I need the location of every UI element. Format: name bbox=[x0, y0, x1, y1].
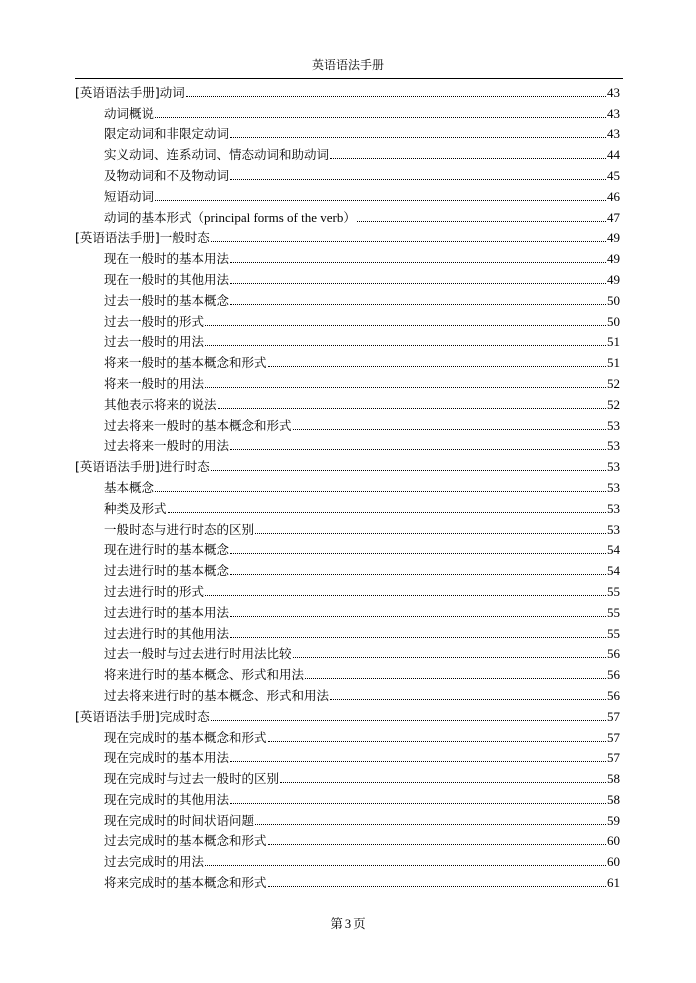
toc-dot-leader bbox=[230, 553, 606, 554]
toc-section-entry[interactable] bbox=[75, 662, 620, 683]
toc-dot-leader bbox=[293, 657, 606, 658]
toc-dot-leader bbox=[230, 616, 606, 617]
toc-entry-page-number: 54 bbox=[607, 563, 620, 579]
toc-section-entry[interactable] bbox=[75, 267, 620, 288]
toc-entry-page-number: 50 bbox=[607, 292, 620, 308]
toc-entry-page-number: 53 bbox=[607, 417, 620, 433]
toc-entry-title: [英语语法手册]一般时态 bbox=[75, 230, 210, 246]
toc-section-entry[interactable] bbox=[75, 538, 620, 559]
toc-dot-leader bbox=[168, 512, 606, 513]
toc-entry-title: 基本概念 bbox=[104, 479, 155, 495]
toc-entry-title: 其他表示将来的说法 bbox=[104, 396, 217, 412]
toc-dot-leader bbox=[357, 221, 606, 222]
footer-page-number: 3 bbox=[344, 917, 352, 931]
toc-dot-leader bbox=[280, 782, 606, 783]
toc-entry-page-number: 49 bbox=[607, 251, 620, 267]
toc-dot-leader bbox=[268, 366, 606, 367]
toc-section-entry[interactable] bbox=[75, 725, 620, 746]
toc-entry-page-number: 55 bbox=[607, 583, 620, 599]
toc-entry-title: 过去一般时与过去进行时用法比较 bbox=[104, 646, 292, 662]
toc-entry-page-number: 51 bbox=[607, 334, 620, 350]
toc-entry-page-number: 57 bbox=[607, 750, 620, 766]
toc-entry-page-number: 43 bbox=[607, 105, 620, 121]
toc-section-entry[interactable] bbox=[75, 496, 620, 517]
toc-entry-page-number: 60 bbox=[607, 833, 620, 849]
toc-entry-page-number: 58 bbox=[607, 771, 620, 787]
toc-entry-title: 过去一般时的基本概念 bbox=[104, 292, 230, 308]
toc-section-entry[interactable] bbox=[75, 122, 620, 143]
toc-section-entry[interactable] bbox=[75, 309, 620, 330]
toc-entry-title: 现在一般时的其他用法 bbox=[104, 271, 230, 287]
toc-entry-title: 现在完成时的其他用法 bbox=[104, 791, 230, 807]
toc-dot-leader bbox=[268, 886, 606, 887]
toc-section-entry[interactable] bbox=[75, 787, 620, 808]
toc-entry-page-number: 56 bbox=[607, 667, 620, 683]
toc-entry-title: 种类及形式 bbox=[104, 500, 167, 516]
toc-dot-leader bbox=[330, 158, 606, 159]
toc-section-entry[interactable] bbox=[75, 558, 620, 579]
toc-dot-leader bbox=[230, 803, 606, 804]
toc-entry-title: 过去进行时的其他用法 bbox=[104, 625, 230, 641]
toc-entry-title: 动词的基本形式（principal forms of the verb） bbox=[104, 209, 356, 225]
toc-entry-title: 过去将来一般时的基本概念和形式 bbox=[104, 417, 292, 433]
toc-entry-page-number: 49 bbox=[607, 271, 620, 287]
toc-section-entry[interactable] bbox=[75, 579, 620, 600]
toc-entry-page-number: 44 bbox=[607, 147, 620, 163]
toc-entry-title: 及物动词和不及物动词 bbox=[104, 167, 230, 183]
toc-section-entry[interactable] bbox=[75, 766, 620, 787]
toc-entry-title: 过去进行时的基本用法 bbox=[104, 604, 230, 620]
toc-dot-leader bbox=[230, 449, 606, 450]
toc-entry-title: 动词概说 bbox=[104, 105, 155, 121]
toc-entry-title: 现在完成时的时间状语问题 bbox=[104, 812, 255, 828]
toc-entry-title: 将来一般时的用法 bbox=[104, 375, 205, 391]
toc-entry-page-number: 53 bbox=[607, 500, 620, 516]
toc-entry-page-number: 49 bbox=[607, 230, 620, 246]
toc-dot-leader bbox=[205, 595, 606, 596]
toc-dot-leader bbox=[255, 533, 606, 534]
toc-dot-leader bbox=[268, 844, 606, 845]
footer-prefix: 第 bbox=[330, 916, 343, 931]
toc-dot-leader bbox=[255, 824, 606, 825]
toc-entry-page-number: 53 bbox=[607, 479, 620, 495]
toc-entry-title: [英语语法手册]动词 bbox=[75, 84, 185, 100]
toc-section-entry[interactable] bbox=[75, 371, 620, 392]
toc-entry-page-number: 46 bbox=[607, 188, 620, 204]
toc-entry-title: 过去一般时的用法 bbox=[104, 334, 205, 350]
toc-dot-leader bbox=[230, 262, 606, 263]
toc-entry-title: 现在完成时的基本概念和形式 bbox=[104, 729, 267, 745]
toc-entry-title: 过去完成时的用法 bbox=[104, 854, 205, 870]
toc-section-entry[interactable] bbox=[75, 142, 620, 163]
toc-dot-leader bbox=[218, 408, 606, 409]
toc-entry-title: 实义动词、连系动词、情态动词和助动词 bbox=[104, 147, 330, 163]
toc-entry-title: [英语语法手册]完成时态 bbox=[75, 708, 210, 724]
toc-entry-title: 将来一般时的基本概念和形式 bbox=[104, 355, 267, 371]
toc-section-entry[interactable] bbox=[75, 475, 620, 496]
toc-section-entry[interactable] bbox=[75, 392, 620, 413]
toc-section-entry[interactable] bbox=[75, 642, 620, 663]
toc-entry-title: 现在完成时与过去一般时的区别 bbox=[104, 771, 280, 787]
toc-entry-page-number: 53 bbox=[607, 459, 620, 475]
toc-section-entry[interactable] bbox=[75, 205, 620, 226]
toc-entry-page-number: 61 bbox=[607, 875, 620, 891]
toc-entry-title: 一般时态与进行时态的区别 bbox=[104, 521, 255, 537]
footer-suffix: 页 bbox=[353, 916, 366, 931]
toc-entry-page-number: 45 bbox=[607, 167, 620, 183]
toc-entry-page-number: 53 bbox=[607, 438, 620, 454]
toc-section-entry[interactable] bbox=[75, 288, 620, 309]
toc-entry-page-number: 47 bbox=[607, 209, 620, 225]
toc-dot-leader bbox=[330, 699, 606, 700]
toc-section-entry[interactable] bbox=[75, 621, 620, 642]
toc-entry-page-number: 55 bbox=[607, 604, 620, 620]
toc-dot-leader bbox=[230, 137, 606, 138]
toc-entry-page-number: 57 bbox=[607, 729, 620, 745]
toc-dot-leader bbox=[155, 491, 606, 492]
toc-dot-leader bbox=[211, 720, 606, 721]
toc-dot-leader bbox=[230, 179, 606, 180]
toc-section-entry[interactable] bbox=[75, 246, 620, 267]
toc-section-entry[interactable] bbox=[75, 870, 620, 891]
toc-entry-page-number: 52 bbox=[607, 396, 620, 412]
toc-dot-leader bbox=[230, 761, 606, 762]
toc-dot-leader bbox=[211, 470, 606, 471]
toc-entry-page-number: 54 bbox=[607, 542, 620, 558]
latin-text-run: principal forms of the verb bbox=[204, 209, 344, 225]
toc-chapter-entry[interactable] bbox=[75, 704, 620, 725]
toc-entry-page-number: 50 bbox=[607, 313, 620, 329]
toc-entry-title: 现在一般时的基本用法 bbox=[104, 251, 230, 267]
toc-entry-title: 短语动词 bbox=[104, 188, 155, 204]
toc-section-entry[interactable] bbox=[75, 163, 620, 184]
toc-entry-page-number: 43 bbox=[607, 84, 620, 100]
toc-entry-page-number: 56 bbox=[607, 687, 620, 703]
toc-section-entry[interactable] bbox=[75, 683, 620, 704]
toc-dot-leader bbox=[205, 345, 606, 346]
toc-dot-leader bbox=[186, 96, 606, 97]
toc-dot-leader bbox=[205, 387, 606, 388]
page-header-title: 英语语法手册 bbox=[311, 58, 384, 72]
toc-section-entry[interactable] bbox=[75, 434, 620, 455]
toc-entry-page-number: 55 bbox=[607, 625, 620, 641]
toc-dot-leader bbox=[230, 574, 606, 575]
toc-section-entry[interactable] bbox=[75, 600, 620, 621]
toc-dot-leader bbox=[155, 117, 606, 118]
header-divider bbox=[75, 78, 623, 79]
toc-dot-leader bbox=[155, 200, 606, 201]
toc-entry-page-number: 59 bbox=[607, 812, 620, 828]
toc-dot-leader bbox=[205, 865, 606, 866]
toc-entry-page-number: 58 bbox=[607, 791, 620, 807]
toc-entry-page-number: 60 bbox=[607, 854, 620, 870]
table-of-contents bbox=[75, 80, 620, 891]
toc-entry-page-number: 56 bbox=[607, 646, 620, 662]
toc-entry-title: 过去进行时的形式 bbox=[104, 583, 205, 599]
toc-entry-page-number: 57 bbox=[607, 708, 620, 724]
toc-entry-title: 过去将来进行时的基本概念、形式和用法 bbox=[104, 687, 330, 703]
toc-section-entry[interactable] bbox=[75, 808, 620, 829]
page-footer bbox=[0, 916, 696, 932]
toc-section-entry[interactable] bbox=[75, 413, 620, 434]
toc-dot-leader bbox=[293, 429, 606, 430]
toc-dot-leader bbox=[205, 325, 606, 326]
toc-dot-leader bbox=[211, 241, 606, 242]
toc-entry-title: 现在进行时的基本概念 bbox=[104, 542, 230, 558]
toc-entry-page-number: 51 bbox=[607, 355, 620, 371]
toc-entry-title: 过去将来一般时的用法 bbox=[104, 438, 230, 454]
toc-chapter-entry[interactable] bbox=[75, 226, 620, 247]
toc-entry-title: 将来完成时的基本概念和形式 bbox=[104, 875, 267, 891]
toc-entry-title: 过去一般时的形式 bbox=[104, 313, 205, 329]
toc-section-entry[interactable] bbox=[75, 746, 620, 767]
toc-dot-leader bbox=[230, 304, 606, 305]
toc-entry-title: 过去进行时的基本概念 bbox=[104, 563, 230, 579]
toc-section-entry[interactable] bbox=[75, 517, 620, 538]
toc-dot-leader bbox=[268, 741, 606, 742]
toc-chapter-entry[interactable] bbox=[75, 454, 620, 475]
toc-entry-page-number: 52 bbox=[607, 375, 620, 391]
toc-section-entry[interactable] bbox=[75, 184, 620, 205]
toc-entry-title: 将来进行时的基本概念、形式和用法 bbox=[104, 667, 305, 683]
toc-entry-page-number: 53 bbox=[607, 521, 620, 537]
toc-entry-title: [英语语法手册]进行时态 bbox=[75, 459, 210, 475]
toc-dot-leader bbox=[305, 678, 606, 679]
toc-dot-leader bbox=[230, 283, 606, 284]
toc-chapter-entry[interactable] bbox=[75, 80, 620, 101]
toc-entry-title: 限定动词和非限定动词 bbox=[104, 126, 230, 142]
toc-section-entry[interactable] bbox=[75, 101, 620, 122]
toc-entry-page-number: 43 bbox=[607, 126, 620, 142]
toc-dot-leader bbox=[230, 637, 606, 638]
toc-entry-title: 过去完成时的基本概念和形式 bbox=[104, 833, 267, 849]
toc-section-entry[interactable] bbox=[75, 350, 620, 371]
toc-section-entry[interactable] bbox=[75, 330, 620, 351]
toc-entry-title: 现在完成时的基本用法 bbox=[104, 750, 230, 766]
toc-section-entry[interactable] bbox=[75, 849, 620, 870]
toc-section-entry[interactable] bbox=[75, 829, 620, 850]
